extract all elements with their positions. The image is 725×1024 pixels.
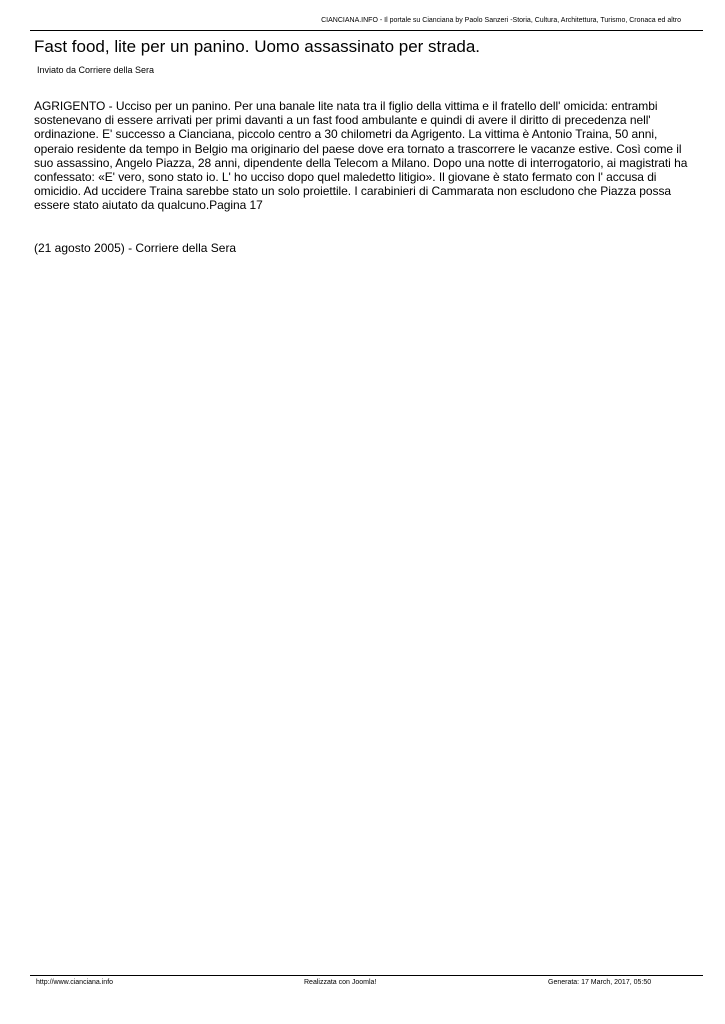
article-body: AGRIGENTO - Ucciso per un panino. Per una banale lite nata tra il figlio della vittima e il fratello dell' omicida: entrambi sostenevano di essere arrivati per primi davanti a un fast food ambulante e quindi di avere il diritto di precedenza nell' ordinazione. E' successo a Cianciana, piccolo centro a 30 chilometri da Agrigento. La vittima è Antonio Traina, 50 anni, operaio residente da tempo in Belgio ma originario del paese dove era tornato a trascorrere le vacanze estive. Così come il suo assassino, Angelo Piazza, 28 anni, dipendente della Telecom a Milano. Dopo una notte di interrogatorio, ai magistrati ha confessato: «E' vero, sono stato io. L' ho ucciso dopo quel maledetto litigio». Il giovane è stato fermato con l' accusa di omicidio. Ad uccidere Traina sarebbe stato un solo proiettile. I carabinieri di Cammarata non escludono che Piazza possa essere stato aiutato da qualcuno.Pagina 17 [34, 99, 688, 213]
article-source: (21 agosto 2005) - Corriere della Sera [34, 241, 237, 255]
footer-site-url[interactable]: http://www.cianciana.info [36, 979, 114, 986]
article-byline: Inviato da Corriere della Sera [37, 65, 155, 75]
footer-generated-date: Generata: 17 March, 2017, 05:50 [548, 979, 652, 986]
footer-powered-by: Realizzata con Joomla! [304, 979, 377, 986]
page-footer [30, 975, 703, 990]
article-title: Fast food, lite per un panino. Uomo assassinato per strada. [34, 37, 481, 56]
site-header-text: CIANCIANA.INFO - Il portale su Cianciana by Paolo Sanzeri -Storia, Cultura, Architettura, Turismo, Cronaca ed altro [321, 17, 681, 24]
page-header [30, 0, 703, 31]
